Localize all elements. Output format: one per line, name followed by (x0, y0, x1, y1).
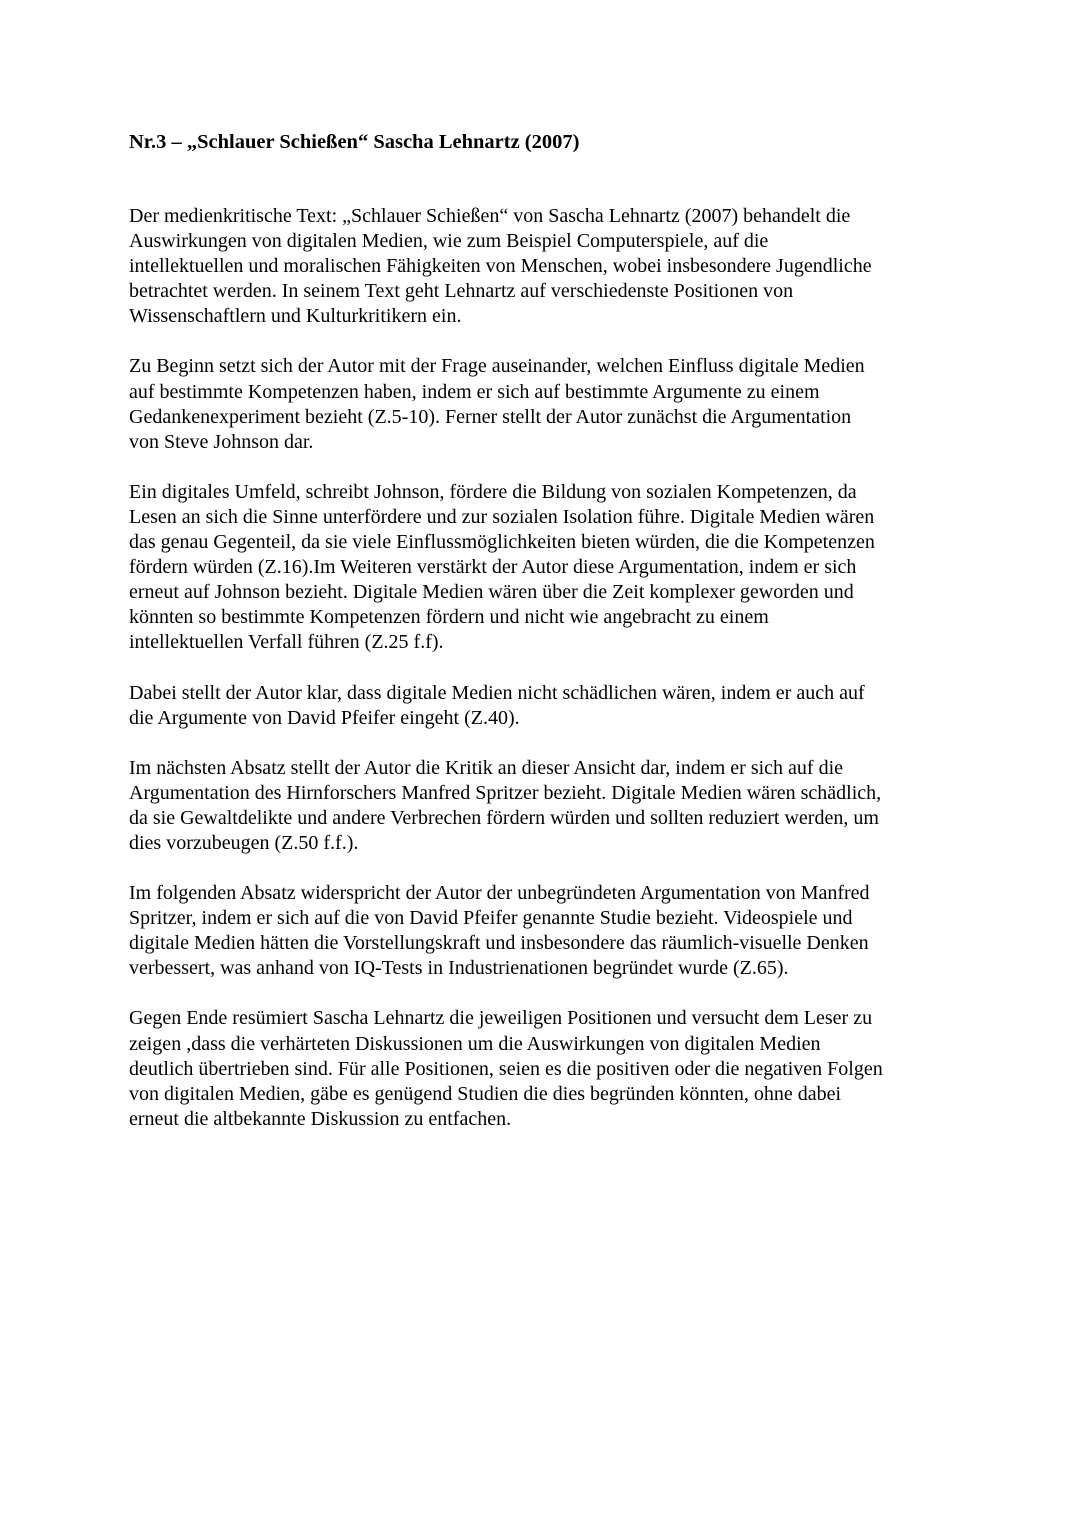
text-line: erneut die altbekannte Diskussion zu entfachen. (129, 1107, 512, 1130)
text-line: Dabei stellt der Autor klar, dass digitale Medien nicht schädlichen wären, indem er auch auf (129, 681, 865, 704)
text-line: dies vorzubeugen (Z.50 f.f.). (129, 831, 359, 854)
text-line: Gedankenexperiment bezieht (Z.5-10). Ferner stellt der Autor zunächst die Argumentation (129, 405, 852, 428)
paragraph (129, 1006, 959, 1131)
document-title: Nr.3 – „Schlauer Schießen“ Sascha Lehnartz (2007) (129, 131, 580, 153)
text-line: intellektuellen und moralischen Fähigkeiten von Menschen, wobei insbesondere Jugendliche (129, 255, 872, 278)
text-line: von Steve Johnson dar. (129, 430, 314, 453)
text-line: von digitalen Medien, gäbe es genügend Studien die dies begründen könnten, ohne dabei (129, 1082, 842, 1105)
text-line: Wissenschaftlern und Kulturkritikern ein. (129, 305, 462, 328)
text-line: Spritzer, indem er sich auf die von David Pfeifer genannte Studie bezieht. Videospiele und (129, 907, 853, 930)
text-line: auf bestimmte Kompetenzen haben, indem er sich auf bestimmte Argumente zu einem (129, 380, 820, 403)
text-line: Ein digitales Umfeld, schreibt Johnson, fördere die Bildung von sozialen Kompetenzen, da (129, 480, 857, 503)
text-line: verbessert, was anhand von IQ-Tests in Industrienationen begründet wurde (Z.65). (129, 957, 789, 980)
paragraph (129, 756, 959, 856)
text-line: zeigen ,dass die verhärteten Diskussionen um die Auswirkungen von digitalen Medien (129, 1032, 821, 1055)
paragraph (129, 881, 959, 981)
text-line: fördern würden (Z.16).Im Weiteren verstärkt der Autor diese Argumentation, indem er sich (129, 556, 857, 579)
text-line: deutlich übertrieben sind. Für alle Positionen, seien es die positiven oder die negativen Folgen (129, 1057, 883, 1080)
text-line: Der medienkritische Text: „Schlauer Schießen“ von Sascha Lehnartz (2007) behandelt die (129, 205, 851, 227)
text-line: intellektuellen Verfall führen (Z.25 f.f). (129, 631, 444, 654)
text-line: Lesen an sich die Sinne unterfördere und zur sozialen Isolation führe. Digitale Medien wären (129, 505, 875, 528)
document-body (129, 204, 959, 1132)
text-line: Zu Beginn setzt sich der Autor mit der Frage auseinander, welchen Einfluss digitale Medien (129, 355, 865, 378)
text-line: betrachtet werden. In seinem Text geht Lehnartz auf verschiedenste Positionen von (129, 280, 794, 303)
paragraph (129, 354, 959, 454)
text-line: Im folgenden Absatz widerspricht der Autor der unbegründeten Argumentation von Manfred (129, 882, 870, 905)
text-line: das genau Gegenteil, da sie viele Einflussmöglichkeiten bieten würden, die die Kompetenzen (129, 531, 875, 554)
text-line: digitale Medien hätten die Vorstellungskraft und insbesondere das räumlich-visuelle Denken (129, 932, 869, 955)
paragraph (129, 480, 959, 656)
document-page (129, 128, 959, 1157)
text-line: Auswirkungen von digitalen Medien, wie zum Beispiel Computerspiele, auf die (129, 230, 769, 253)
text-line: Im nächsten Absatz stellt der Autor die Kritik an dieser Ansicht dar, indem er sich auf die (129, 756, 844, 779)
text-line: Argumentation des Hirnforschers Manfred Spritzer bezieht. Digitale Medien wären schädlich, (129, 781, 882, 804)
text-line: Gegen Ende resümiert Sascha Lehnartz die jeweiligen Positionen und versucht dem Leser zu (129, 1007, 873, 1030)
text-line: erneut auf Johnson bezieht. Digitale Medien wären über die Zeit komplexer geworden und (129, 581, 854, 604)
text-line: da sie Gewaltdelikte und andere Verbrechen fördern würden und sollten reduziert werden, um (129, 806, 879, 829)
paragraph (129, 681, 959, 731)
text-line: könnten so bestimmte Kompetenzen fördern und nicht wie angebracht zu einem (129, 606, 769, 629)
text-line: die Argumente von David Pfeifer eingeht (Z.40). (129, 706, 520, 729)
paragraph (129, 204, 959, 329)
